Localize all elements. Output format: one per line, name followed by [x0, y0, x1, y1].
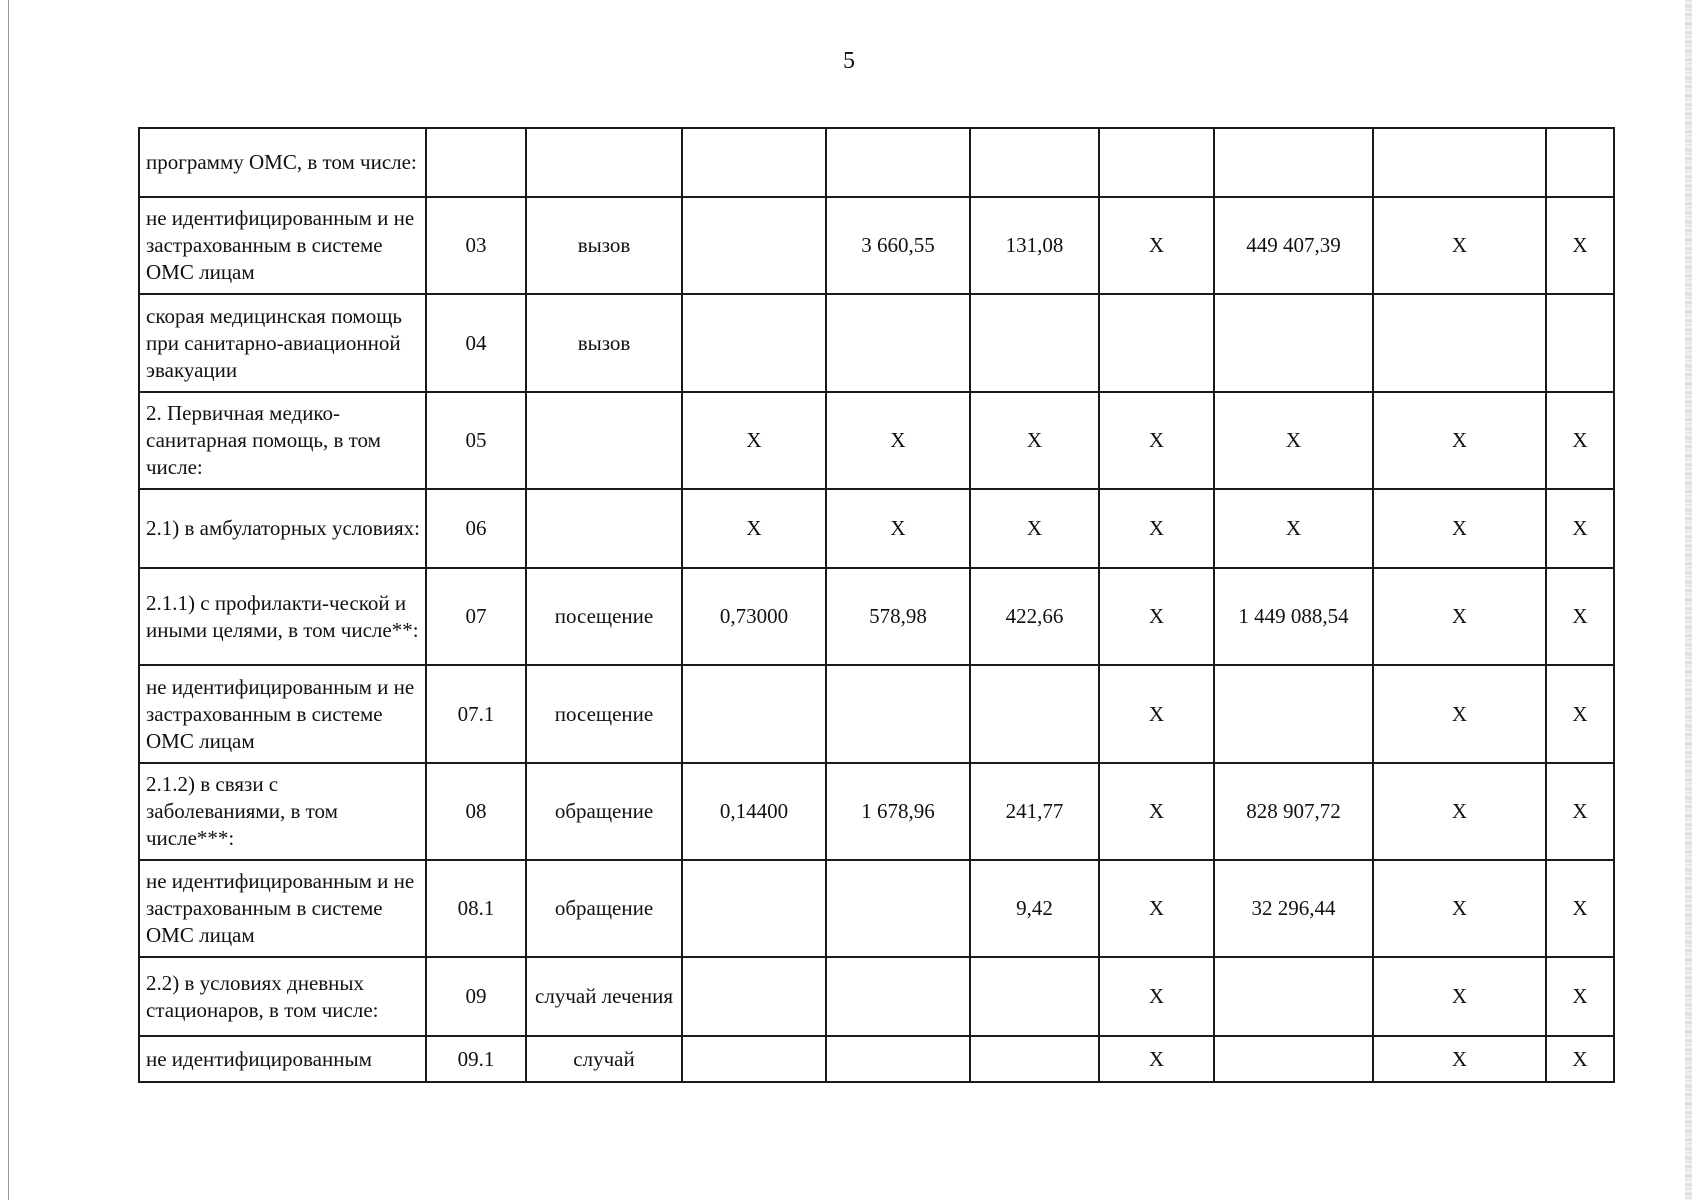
- cell-c8: [1214, 294, 1373, 392]
- cell-name: не идентифицированным и не застрахованным в системе ОМС лицам: [139, 860, 426, 957]
- cell-c5: [826, 128, 970, 197]
- cell-c7: X: [1099, 763, 1214, 860]
- cell-name: не идентифицированным: [139, 1036, 426, 1082]
- cell-unit: [526, 489, 682, 568]
- cell-unit: случай: [526, 1036, 682, 1082]
- cell-c8: 449 407,39: [1214, 197, 1373, 294]
- cell-name: не идентифицированным и не застрахованным в системе ОМС лицам: [139, 197, 426, 294]
- cell-c9: X: [1373, 197, 1546, 294]
- cell-c6: [970, 128, 1099, 197]
- cell-c8: 1 449 088,54: [1214, 568, 1373, 665]
- scan-edge-right: [1685, 0, 1692, 1200]
- cell-c4: [682, 128, 826, 197]
- cell-unit: посещение: [526, 665, 682, 763]
- cell-c10: X: [1546, 392, 1614, 489]
- cell-c8: [1214, 128, 1373, 197]
- cell-c10: X: [1546, 665, 1614, 763]
- cell-c10: X: [1546, 197, 1614, 294]
- cell-name: 2. Первичная медико-санитарная помощь, в том числе:: [139, 392, 426, 489]
- cell-c5: [826, 1036, 970, 1082]
- cell-code: 09.1: [426, 1036, 526, 1082]
- cell-unit: посещение: [526, 568, 682, 665]
- table-row: [139, 197, 1614, 294]
- cell-c8: [1214, 1036, 1373, 1082]
- cell-c10: X: [1546, 860, 1614, 957]
- table-row: [139, 860, 1614, 957]
- cell-name: 2.1) в амбулаторных условиях:: [139, 489, 426, 568]
- cell-c8: X: [1214, 489, 1373, 568]
- cell-code: 07.1: [426, 665, 526, 763]
- cell-c5: 1 678,96: [826, 763, 970, 860]
- cell-c7: X: [1099, 957, 1214, 1036]
- cell-unit: случай лечения: [526, 957, 682, 1036]
- cell-c6: 131,08: [970, 197, 1099, 294]
- cell-c4: X: [682, 489, 826, 568]
- cell-c9: X: [1373, 763, 1546, 860]
- cell-c6: [970, 665, 1099, 763]
- table-row: [139, 392, 1614, 489]
- cell-c5: X: [826, 392, 970, 489]
- cell-c4: [682, 294, 826, 392]
- cell-c9: X: [1373, 1036, 1546, 1082]
- cell-c8: [1214, 957, 1373, 1036]
- cell-c7: X: [1099, 568, 1214, 665]
- cell-c9: X: [1373, 489, 1546, 568]
- cell-c5: [826, 860, 970, 957]
- cell-name: программу ОМС, в том числе:: [139, 128, 426, 197]
- cell-c5: [826, 957, 970, 1036]
- cell-c5: X: [826, 489, 970, 568]
- cell-c9: X: [1373, 568, 1546, 665]
- cell-c9: [1373, 128, 1546, 197]
- table-row: [139, 763, 1614, 860]
- cell-c9: X: [1373, 665, 1546, 763]
- cell-c4: [682, 957, 826, 1036]
- table-row: [139, 489, 1614, 568]
- cell-c7: X: [1099, 197, 1214, 294]
- cell-c9: X: [1373, 392, 1546, 489]
- cell-c10: [1546, 128, 1614, 197]
- cell-unit: вызов: [526, 294, 682, 392]
- cell-name: 2.2) в условиях дневных стационаров, в том числе:: [139, 957, 426, 1036]
- cell-c6: 9,42: [970, 860, 1099, 957]
- page-number: 5: [843, 48, 855, 74]
- cell-c7: [1099, 128, 1214, 197]
- cell-c4: 0,14400: [682, 763, 826, 860]
- table-row: [139, 568, 1614, 665]
- table-row: [139, 1036, 1614, 1082]
- cell-c5: 3 660,55: [826, 197, 970, 294]
- cell-c7: X: [1099, 665, 1214, 763]
- cell-name: не идентифицированным и не застрахованным в системе ОМС лицам: [139, 665, 426, 763]
- cell-c8: 32 296,44: [1214, 860, 1373, 957]
- cell-unit: [526, 392, 682, 489]
- cell-code: [426, 128, 526, 197]
- cell-unit: [526, 128, 682, 197]
- cell-c8: 828 907,72: [1214, 763, 1373, 860]
- cell-c10: [1546, 294, 1614, 392]
- cell-name: 2.1.1) с профилакти-ческой и иными целями, в том числе**:: [139, 568, 426, 665]
- cell-code: 07: [426, 568, 526, 665]
- cell-c8: [1214, 665, 1373, 763]
- cell-name: 2.1.2) в связи с заболеваниями, в том числе***:: [139, 763, 426, 860]
- cell-c4: 0,73000: [682, 568, 826, 665]
- data-table: [138, 127, 1615, 1083]
- cell-c4: X: [682, 392, 826, 489]
- cell-unit: обращение: [526, 763, 682, 860]
- cell-c10: X: [1546, 957, 1614, 1036]
- cell-c7: X: [1099, 392, 1214, 489]
- cell-c4: [682, 197, 826, 294]
- cell-c9: [1373, 294, 1546, 392]
- cell-c5: [826, 665, 970, 763]
- cell-c9: X: [1373, 860, 1546, 957]
- cell-code: 08: [426, 763, 526, 860]
- cell-c6: [970, 1036, 1099, 1082]
- cell-c10: X: [1546, 763, 1614, 860]
- table-row: [139, 665, 1614, 763]
- table-row: [139, 128, 1614, 197]
- table-row: [139, 294, 1614, 392]
- cell-code: 09: [426, 957, 526, 1036]
- cell-name: скорая медицинская помощь при санитарно-авиационной эвакуации: [139, 294, 426, 392]
- table-row: [139, 957, 1614, 1036]
- cell-c4: [682, 860, 826, 957]
- cell-c6: X: [970, 489, 1099, 568]
- cell-unit: обращение: [526, 860, 682, 957]
- cell-c6: X: [970, 392, 1099, 489]
- cell-c8: X: [1214, 392, 1373, 489]
- cell-c7: X: [1099, 860, 1214, 957]
- cell-c10: X: [1546, 568, 1614, 665]
- cell-code: 03: [426, 197, 526, 294]
- cell-c5: [826, 294, 970, 392]
- cell-c6: [970, 957, 1099, 1036]
- scan-edge-left: [8, 0, 9, 1200]
- cell-code: 05: [426, 392, 526, 489]
- cell-c7: [1099, 294, 1214, 392]
- cell-c10: X: [1546, 489, 1614, 568]
- cell-c4: [682, 1036, 826, 1082]
- cell-c5: 578,98: [826, 568, 970, 665]
- cell-c9: X: [1373, 957, 1546, 1036]
- cell-code: 08.1: [426, 860, 526, 957]
- cell-unit: вызов: [526, 197, 682, 294]
- cell-c10: X: [1546, 1036, 1614, 1082]
- cell-c6: 422,66: [970, 568, 1099, 665]
- cell-c6: 241,77: [970, 763, 1099, 860]
- cell-code: 04: [426, 294, 526, 392]
- cell-c6: [970, 294, 1099, 392]
- cell-c4: [682, 665, 826, 763]
- cell-code: 06: [426, 489, 526, 568]
- cell-c7: X: [1099, 489, 1214, 568]
- cell-c7: X: [1099, 1036, 1214, 1082]
